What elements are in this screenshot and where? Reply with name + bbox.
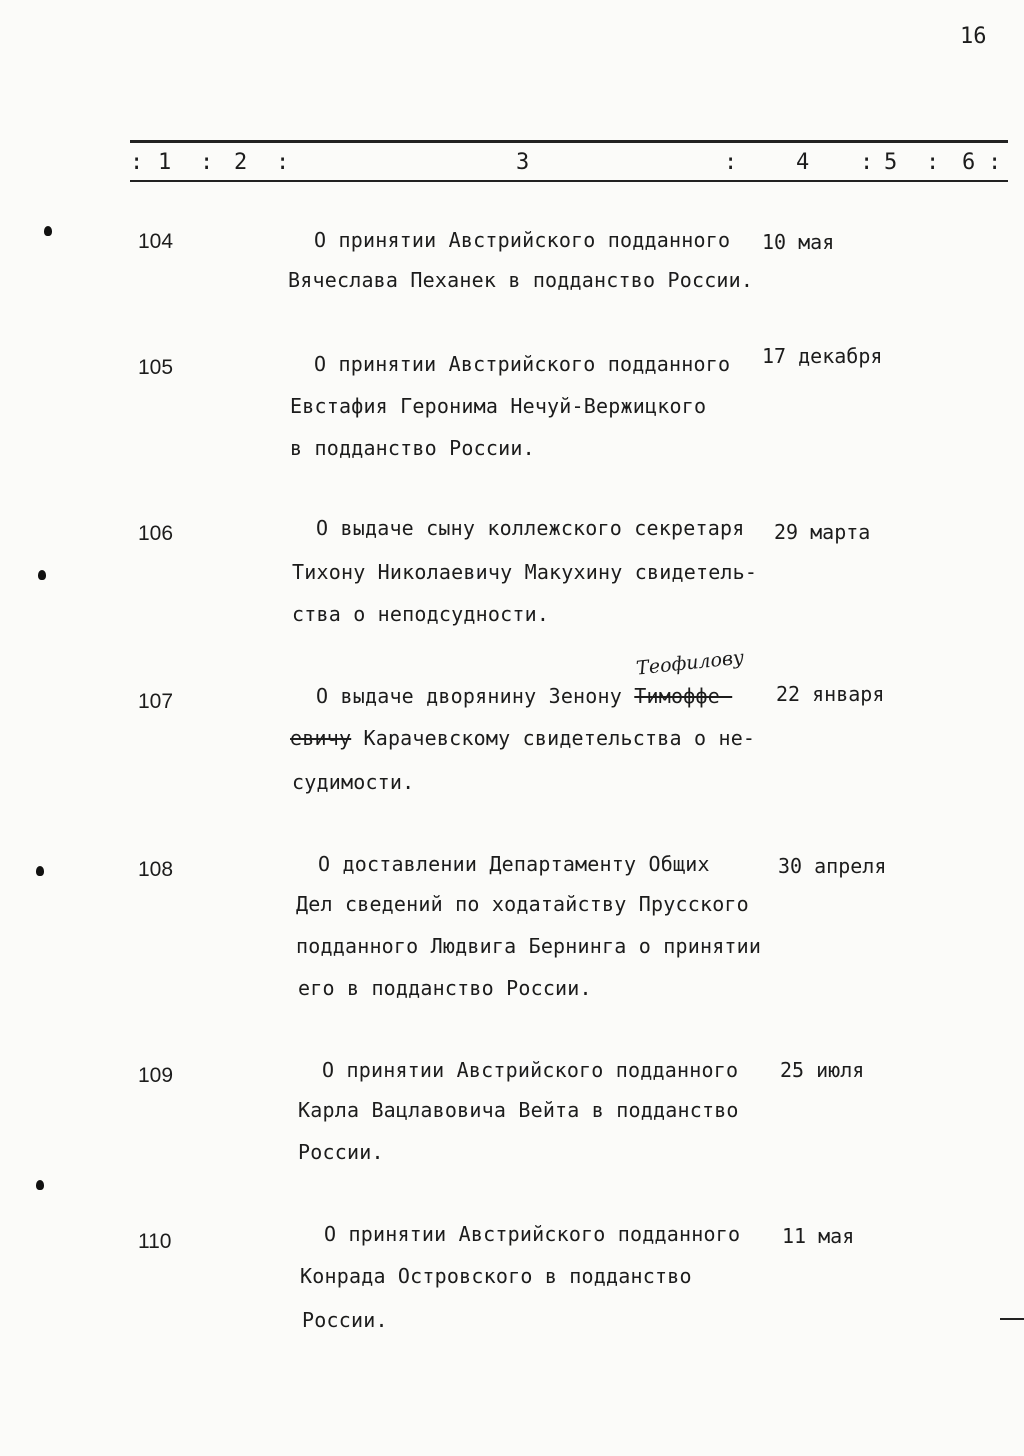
column-separator: : bbox=[988, 150, 1002, 175]
margin-mark-icon bbox=[44, 226, 52, 236]
entry-text-segment: О выдаче дворянину Зенону bbox=[316, 684, 635, 708]
entry-number: 104 bbox=[138, 230, 174, 253]
page-number: 16 bbox=[960, 24, 987, 49]
entry-text-line: О принятии Австрийского подданного bbox=[314, 352, 731, 376]
entry-text-line: России. bbox=[302, 1308, 388, 1332]
entry-text-line: Дел сведений по ходатайству Прусского bbox=[296, 892, 749, 916]
entry-date: 30 апреля bbox=[778, 854, 887, 878]
entry-text-line: России. bbox=[298, 1140, 384, 1164]
entry-text-line: Тихону Николаевичу Макухину свидетель- bbox=[292, 560, 758, 584]
column-separator: : bbox=[276, 150, 290, 175]
entry-text-line: Евстафия Геронима Нечуй-Вержицкого bbox=[290, 394, 707, 418]
struck-text: евичу bbox=[290, 726, 352, 750]
entry-number: 107 bbox=[138, 690, 174, 713]
margin-mark-icon bbox=[36, 1180, 44, 1190]
entry-text-line: Карла Вацлавовича Вейта в подданство bbox=[298, 1098, 739, 1122]
entry-number: 110 bbox=[138, 1230, 172, 1253]
entry-text-line: Вячеслава Пеханек в подданство России. bbox=[288, 268, 754, 292]
entry-number: 108 bbox=[138, 858, 174, 881]
entry-text-line: подданного Людвига Бернинга о принятии bbox=[296, 934, 762, 958]
entry-date: 11 мая bbox=[782, 1224, 855, 1248]
header-rule-top bbox=[130, 140, 1008, 143]
margin-mark-icon bbox=[36, 866, 44, 876]
column-4-label: 4 bbox=[796, 150, 810, 175]
column-2-label: 2 bbox=[234, 150, 248, 175]
entry-date: 22 января bbox=[776, 682, 885, 706]
entry-date: 25 июля bbox=[780, 1058, 865, 1082]
entry-date: 10 мая bbox=[762, 230, 835, 254]
margin-mark-icon bbox=[38, 570, 46, 580]
column-header bbox=[130, 150, 1010, 178]
entry-text-line: О доставлении Департаменту Общих bbox=[318, 852, 710, 876]
column-3-label: 3 bbox=[516, 150, 530, 175]
header-rule-bottom bbox=[130, 180, 1008, 182]
entry-number: 106 bbox=[138, 522, 174, 545]
column-separator: : bbox=[200, 150, 214, 175]
entry-text-line: О принятии Австрийского подданного bbox=[324, 1222, 741, 1246]
entry-text-line: ства о неподсудности. bbox=[292, 602, 550, 626]
entry-text-line: О принятии Австрийского подданного bbox=[322, 1058, 739, 1082]
entry-text-line: в подданство России. bbox=[290, 436, 535, 460]
entry-text-segment: Карачевскому свидетельства о не- bbox=[351, 726, 756, 750]
entry-text-line: Конрада Островского в подданство bbox=[300, 1264, 692, 1288]
column-separator: : bbox=[926, 150, 940, 175]
entry-text-line: судимости. bbox=[292, 770, 415, 794]
entry-number: 109 bbox=[138, 1064, 174, 1087]
entry-text-line: его в подданство России. bbox=[298, 976, 592, 1000]
entry-text-line bbox=[316, 684, 732, 708]
entry-text-line: О выдаче сыну коллежского секретаря bbox=[316, 516, 745, 540]
column-1-label: 1 bbox=[158, 150, 172, 175]
column-6-label: 6 bbox=[962, 150, 976, 175]
column-5-label: 5 bbox=[884, 150, 898, 175]
margin-dash bbox=[1000, 1318, 1024, 1320]
entry-number: 105 bbox=[138, 356, 174, 379]
entry-text-line bbox=[290, 726, 755, 750]
column-separator: : bbox=[130, 150, 144, 175]
handwritten-correction: Теофилову bbox=[635, 646, 745, 680]
column-separator: : bbox=[724, 150, 738, 175]
entry-text-line: О принятии Австрийского подданного bbox=[314, 228, 731, 252]
entry-date: 17 декабря bbox=[762, 344, 883, 368]
struck-text: Тимоффе- bbox=[634, 684, 733, 708]
entry-date: 29 марта bbox=[774, 520, 871, 544]
column-separator: : bbox=[860, 150, 874, 175]
